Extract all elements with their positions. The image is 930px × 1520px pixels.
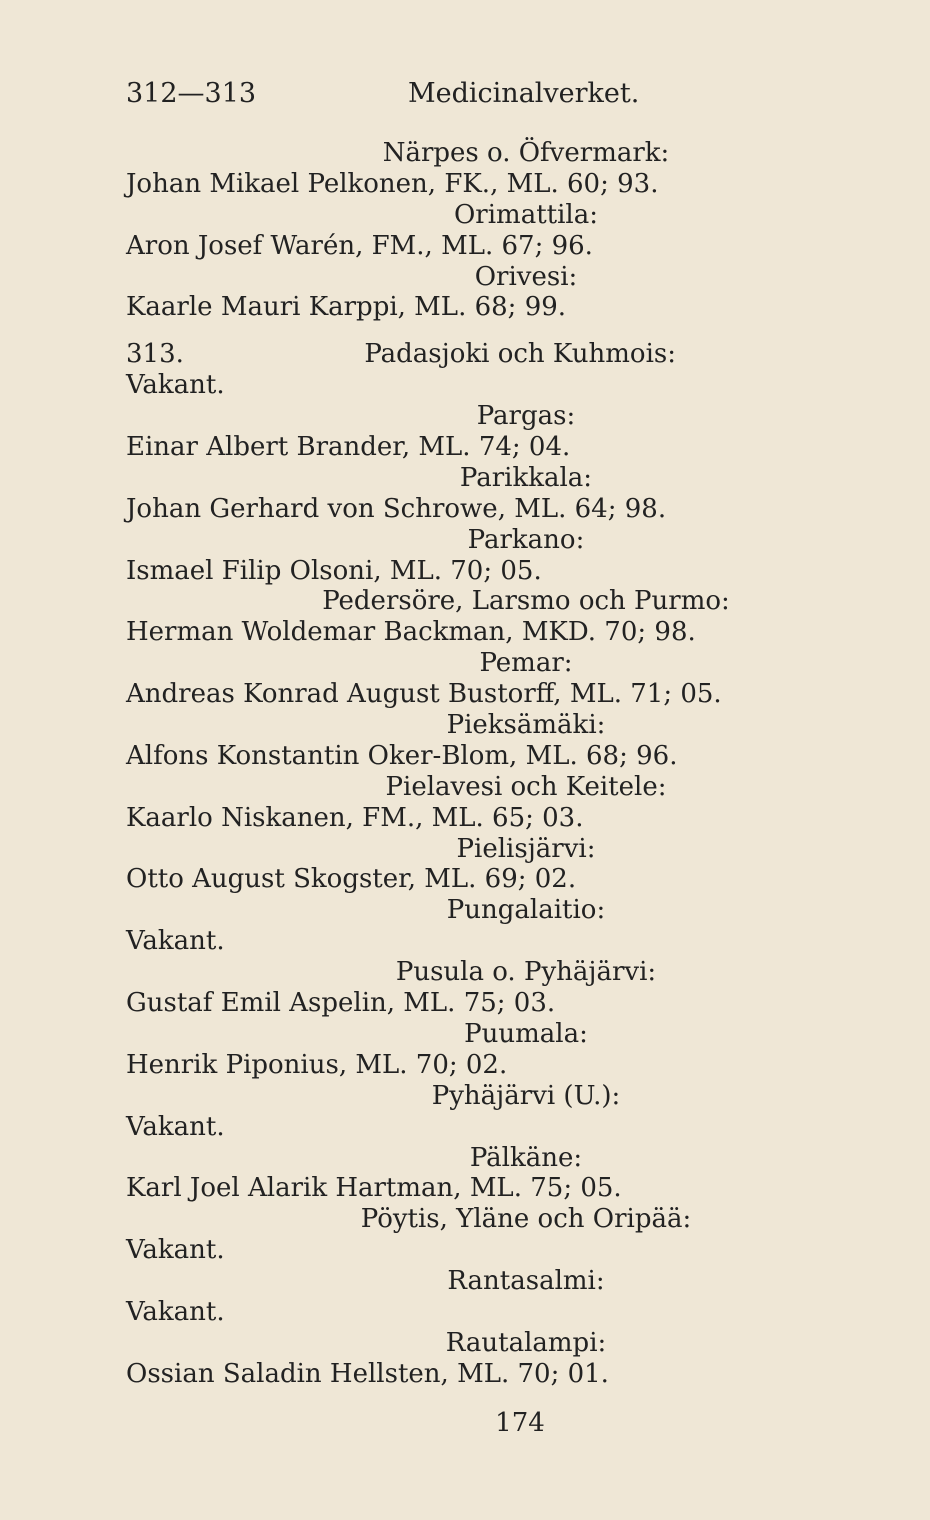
holder-name: Vakant.: [126, 370, 225, 401]
holder-name: Ossian Saladin Hellsten, ML. 70; 01.: [126, 1358, 609, 1389]
holder-name: Aron Josef Warén, FM., ML. 67; 96.: [126, 230, 593, 261]
section-heading: [126, 339, 786, 370]
place-name: Parkano:: [467, 524, 585, 555]
holder-name: Einar Albert Brander, ML. 74; 04.: [126, 432, 571, 463]
place-name: Orivesi:: [474, 261, 578, 292]
section-number: 313.: [126, 339, 184, 370]
holder-name: Johan Gerhard von Schrowe, ML. 64; 98.: [126, 493, 667, 524]
page-number: 174: [495, 1408, 545, 1438]
place-name: Pargas:: [476, 401, 576, 432]
page-range: 312—313: [126, 78, 257, 109]
holder-name: Vakant.: [126, 1111, 225, 1142]
running-title: Medicinalverket.: [408, 78, 640, 109]
holder-name: Karl Joel Alarik Hartman, ML. 75; 05.: [126, 1173, 622, 1204]
holder-name: Vakant.: [126, 1296, 225, 1327]
place-name: Pielisjärvi:: [456, 833, 596, 864]
place-name: Pemar:: [479, 648, 573, 679]
holder-name: Johan Mikael Pelkonen, FK., ML. 60; 93.: [126, 168, 659, 199]
place-name: Pieksämäki:: [446, 710, 606, 741]
holder-name: Gustaf Emil Aspelin, ML. 75; 03.: [126, 988, 556, 1019]
entry-list: [126, 138, 786, 1390]
place-name: Pedersöre, Larsmo och Purmo:: [322, 586, 730, 617]
place-name: Parikkala:: [459, 462, 593, 493]
holder-name: Henrik Piponius, ML. 70; 02.: [126, 1049, 508, 1080]
place-name: Pungalaitio:: [446, 895, 606, 926]
place-name: Rautalampi:: [445, 1327, 607, 1358]
place-name: Rantasalmi:: [447, 1266, 605, 1297]
holder-name: Ismael Filip Olsoni, ML. 70; 05.: [126, 555, 542, 586]
place-name: Pyhäjärvi (U.):: [431, 1080, 621, 1111]
holder-name: Otto August Skogster, ML. 69; 02.: [126, 864, 577, 895]
place-name: Pöytis, Yläne och Oripää:: [360, 1204, 692, 1235]
place-name: Pälkäne:: [469, 1142, 583, 1173]
holder-name: Kaarlo Niskanen, FM., ML. 65; 03.: [126, 802, 584, 833]
place-name: Pusula o. Pyhäjärvi:: [395, 957, 657, 988]
holder-name: Vakant.: [126, 926, 225, 957]
holder-name: Kaarle Mauri Karppi, ML. 68; 99.: [126, 292, 567, 323]
holder-name: Herman Woldemar Backman, MKD. 70; 98.: [126, 617, 696, 648]
place-name: Puumala:: [464, 1018, 588, 1049]
place-name: Närpes o. Öfvermark:: [382, 138, 670, 168]
place-name: Pielavesi och Keitele:: [385, 771, 667, 802]
section-place: Padasjoki och Kuhmois:: [364, 339, 676, 370]
running-header: [126, 78, 686, 118]
holder-name: Alfons Konstantin Oker-Blom, ML. 68; 96.: [126, 740, 678, 771]
holder-name: Vakant.: [126, 1235, 225, 1266]
place-name: Orimattila:: [453, 199, 598, 230]
holder-name: Andreas Konrad August Bustorff, ML. 71; 05.: [126, 679, 722, 710]
